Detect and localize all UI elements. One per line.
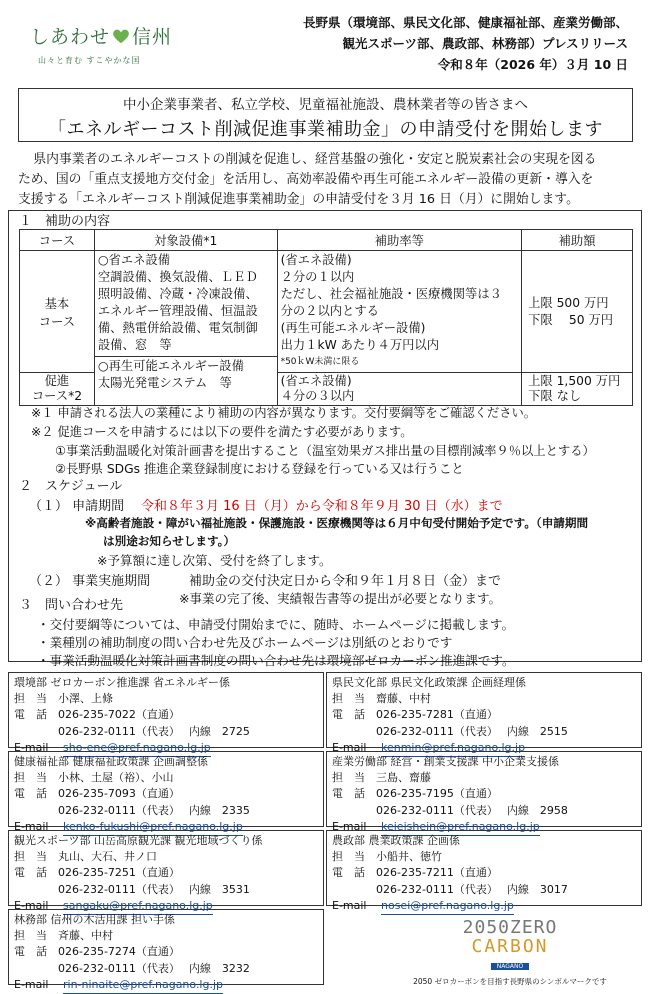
zero-carbon-logo: [390, 917, 630, 987]
equip-line: 備、熱電併給設備、電気制御: [97, 321, 258, 335]
equipment-renewable: [94, 357, 277, 406]
contact-tel: 電 話 026-235-7195（直通）: [332, 787, 498, 801]
project-period-label: （２） 事業実施期間: [29, 574, 151, 589]
equip-line: ○省エネ設備: [97, 253, 171, 267]
application-period-value: 令和８年３月 16 日（月）から令和８年９月 30 日（水）まで: [141, 499, 503, 514]
contact-box: [8, 830, 324, 912]
contact-email-link[interactable]: kenko-fukushi@pref.nagano.lg.jp: [63, 819, 243, 836]
contact-email-link[interactable]: nosei@pref.nagano.lg.jp: [381, 898, 514, 915]
title-main: 「エネルギーコスト削減促進事業補助金」の申請受付を開始します: [48, 119, 603, 140]
shinshu-logo: [30, 22, 180, 72]
contact-staff: 担 当 小船井、徳竹: [332, 850, 442, 864]
intro-line: ため、国の「重点支援地方交付金」を活用し、高効率設備や再生可能エネルギー設備の更新・導入を: [18, 172, 594, 187]
budget-note: ※予算額に達し次第、受付を終了します。: [97, 553, 332, 568]
email-label: E-mail: [332, 898, 367, 912]
course-label: コース: [38, 314, 76, 329]
intro-line: 支援する「エネルギーコスト削減促進事業補助金」の申請受付を３月 16 日（月）に開始します。: [18, 192, 579, 207]
rate-line: ２分の１以内: [280, 270, 355, 284]
amount-line: 下限 なし: [528, 389, 582, 403]
course-label: 促進: [44, 374, 70, 388]
email-label: E-mail: [14, 740, 49, 754]
contact-email-link[interactable]: rin-ninaite@pref.nagano.lg.jp: [63, 977, 223, 994]
contact-staff: 担 当 斉藤、中村: [14, 929, 113, 943]
equip-line: 太陽光発電システム 等: [97, 376, 232, 390]
title-subline: 中小企業事業者、私立学校、児童福祉施設、農林業者等の皆さまへ: [123, 97, 528, 113]
contact-staff: 担 当 小澤、上條: [14, 692, 113, 706]
contact-staff: 担 当 齋藤、中村: [332, 692, 431, 706]
rate-line: 分の２以内とする: [280, 304, 379, 318]
course-label: 基本: [44, 296, 70, 311]
header-date: 令和８年（2026 年）３月 10 日: [437, 57, 628, 72]
equip-line: エネルギー管理設備、恒温設: [97, 304, 258, 318]
rate-line: 出力１kW あたり４万円以内: [280, 338, 440, 352]
contact-box: [326, 830, 642, 912]
contact-tel: 026-232-0111（代表） 内線 2725: [58, 724, 250, 738]
email-label: E-mail: [332, 740, 367, 754]
section-3-heading: ３ 問い合わせ先: [19, 598, 124, 613]
contact-staff: 担 当 小林、土屋（裕）、小山: [14, 771, 174, 785]
application-period-label: （１） 申請期間: [29, 499, 125, 514]
rate-line: (省エネ設備): [280, 253, 352, 267]
course-label: コース*2: [31, 389, 83, 403]
heart-icon: [112, 27, 130, 45]
logo-text-right: 信州: [132, 26, 173, 48]
header-line-1: 長野県（環境部、県民文化部、健康福祉部、産業労働部、: [302, 15, 628, 30]
contact-email-link[interactable]: sangaku@pref.nagano.lg.jp: [63, 898, 213, 915]
logo-text-left: しあわせ: [30, 26, 111, 48]
contact-staff: 担 当 丸山、大石、井ノ口: [14, 850, 157, 864]
contact-tel: 026-232-0111（代表） 内線 2515: [376, 724, 568, 738]
contact-tel: 026-232-0111（代表） 内線 2335: [58, 803, 250, 817]
subsidy-table: [19, 229, 633, 406]
contact-tel: 026-232-0111（代表） 内線 3531: [58, 882, 250, 896]
rate-line: (省エネ設備): [280, 374, 352, 388]
inquiry-item: ・事業活動温暖化対策計画書制度の問い合わせ先は環境部ゼロカーボン推進課です。: [37, 653, 515, 668]
rate-basic: [277, 251, 522, 373]
header-line-2: 観光スポーツ部、農政部、林務部）プレスリリース: [342, 36, 628, 51]
contact-email-link[interactable]: keieishein@pref.nagano.lg.jp: [381, 819, 540, 836]
contact-tel: 電 話 026-235-7093（直通）: [14, 787, 180, 801]
contact-dept: 林務部 信州の木活用課 担い手係: [14, 913, 175, 926]
elderly-facility-note: ※高齢者施設・障がい福祉施設・保護施設・医療機関等は６月中旬受付開始予定です。（申請期間: [85, 516, 589, 530]
title-box: [18, 88, 633, 142]
carbon-caption: 2050 ゼロカーボンを目指す長野県のシンボルマークです: [413, 977, 607, 986]
note-1: ※１ 申請される法人の業種により補助の内容が異なります。交付要綱等をご確認ください。: [31, 406, 537, 420]
equipment-energy-saving: [94, 251, 277, 357]
report-note: ※事業の完了後、実績報告書等の提出が必要となります。: [179, 591, 501, 606]
amount-line: 上限 500 万円: [528, 295, 609, 310]
email-label: E-mail: [332, 819, 367, 833]
contact-tel: 電 話 026-235-7211（直通）: [332, 866, 498, 880]
contact-dept: 健康福祉部 健康福祉政策課 企画調整係: [14, 755, 208, 768]
contact-tel: 026-232-0111（代表） 内線 3017: [376, 882, 568, 896]
contact-tel: 電 話 026-235-7251（直通）: [14, 866, 180, 880]
rate-line: ただし、社会福祉施設・医療機関等は３: [280, 287, 502, 301]
carbon-line-2: CARBON: [471, 936, 549, 957]
contact-dept: 観光スポーツ部 山岳高原観光課 観光地域づくり係: [14, 834, 263, 847]
table-header: 補助率等: [277, 230, 522, 251]
contact-tel: 電 話 026-235-7022（直通）: [14, 708, 180, 722]
elderly-facility-note-2: は別途お知らせします。）: [103, 534, 236, 548]
email-label: E-mail: [14, 898, 49, 912]
email-label: E-mail: [14, 977, 49, 991]
equip-line: 照明設備、冷蔵・冷凍設備、: [97, 287, 258, 301]
table-header: 対象設備*1: [94, 230, 277, 251]
equip-line: 設備、窓 等: [97, 338, 172, 352]
contact-tel: 026-232-0111（代表） 内線 2958: [376, 803, 568, 817]
contact-box: [326, 672, 642, 754]
table-header: コース: [20, 230, 95, 251]
main-content-box: [8, 210, 642, 668]
rate-line: (再生可能エネルギー設備): [280, 321, 426, 335]
rate-note: *50ｋW未満に限る: [280, 357, 360, 367]
contact-box: [8, 909, 324, 991]
contact-tel: 電 話 026-235-7281（直通）: [332, 708, 498, 722]
amount-line: 下限 50 万円: [528, 312, 614, 327]
note-2: ※２ 促進コースを申請するには以下の要件を満たす必要があります。: [31, 425, 413, 439]
press-header: [303, 12, 628, 75]
email-label: E-mail: [14, 819, 49, 833]
logo-subtitle: 山々と育む すこやかな国: [38, 56, 141, 65]
contact-tel: 電 話 026-235-7274（直通）: [14, 945, 180, 959]
contact-staff: 担 当 三島、齋藤: [332, 771, 431, 785]
rate-line: ４分の３以内: [280, 389, 355, 403]
contact-email-link[interactable]: kenmin@pref.nagano.lg.jp: [381, 740, 525, 757]
equip-line: ○再生可能エネルギー設備: [97, 359, 244, 373]
contact-box: [8, 672, 324, 754]
inquiry-item: ・業種別の補助制度の問い合わせ先及びホームページは別紙のとおりです: [37, 635, 453, 650]
project-period-value: 補助金の交付決定日から令和９年１月８日（金）まで: [189, 574, 502, 589]
contact-box: [326, 751, 642, 833]
contact-email-link[interactable]: sho-ene@pref.nagano.lg.jp: [63, 740, 211, 757]
carbon-bar: NAGANO: [491, 963, 529, 970]
course-promo: [20, 373, 95, 406]
note-2-req-1: ①事業活動温暖化対策計画書を提出すること（温室効果ガス排出量の目標削減率９％以上とする）: [55, 444, 595, 458]
note-2-req-2: ②長野県 SDGs 推進企業登録制度における登録を行っている又は行うこと: [55, 462, 464, 476]
inquiry-item: ・交付要綱等については、申請受付開始までに、随時、ホームページに掲載します。: [37, 617, 515, 632]
course-basic: [20, 251, 95, 373]
intro-paragraph: [18, 150, 636, 210]
table-header-row: [20, 230, 633, 251]
amount-line: 上限 1,500 万円: [528, 374, 621, 388]
table-header: 補助額: [522, 230, 633, 251]
contact-dept: 産業労働部 経営・創業支援課 中小企業支援係: [332, 755, 559, 768]
amount-promo: [522, 373, 633, 406]
section-2-heading: ２ スケジュール: [19, 479, 123, 494]
carbon-line-1: 2050ZERO: [462, 917, 558, 938]
section-1-heading: １ 補助の内容: [19, 214, 111, 229]
contact-dept: 環境部 ゼロカーボン推進課 省エネルギー係: [14, 676, 230, 689]
rate-promo: [277, 373, 522, 406]
table-row-basic: [20, 251, 633, 357]
amount-basic: [522, 251, 633, 373]
equip-line: 空調設備、換気設備、ＬＥＤ: [97, 270, 258, 284]
intro-line: 県内事業者のエネルギーコストの削減を促進し、経営基盤の強化・安定と脱炭素社会の実現を図る: [33, 152, 597, 167]
contact-tel: 026-232-0111（代表） 内線 3232: [58, 961, 250, 975]
logo-text: [30, 22, 180, 49]
contact-dept: 県民文化部 県民文化政策課 企画経理係: [332, 676, 526, 689]
contact-dept: 農政部 農業政策課 企画係: [332, 834, 460, 847]
contact-box: [8, 751, 324, 833]
